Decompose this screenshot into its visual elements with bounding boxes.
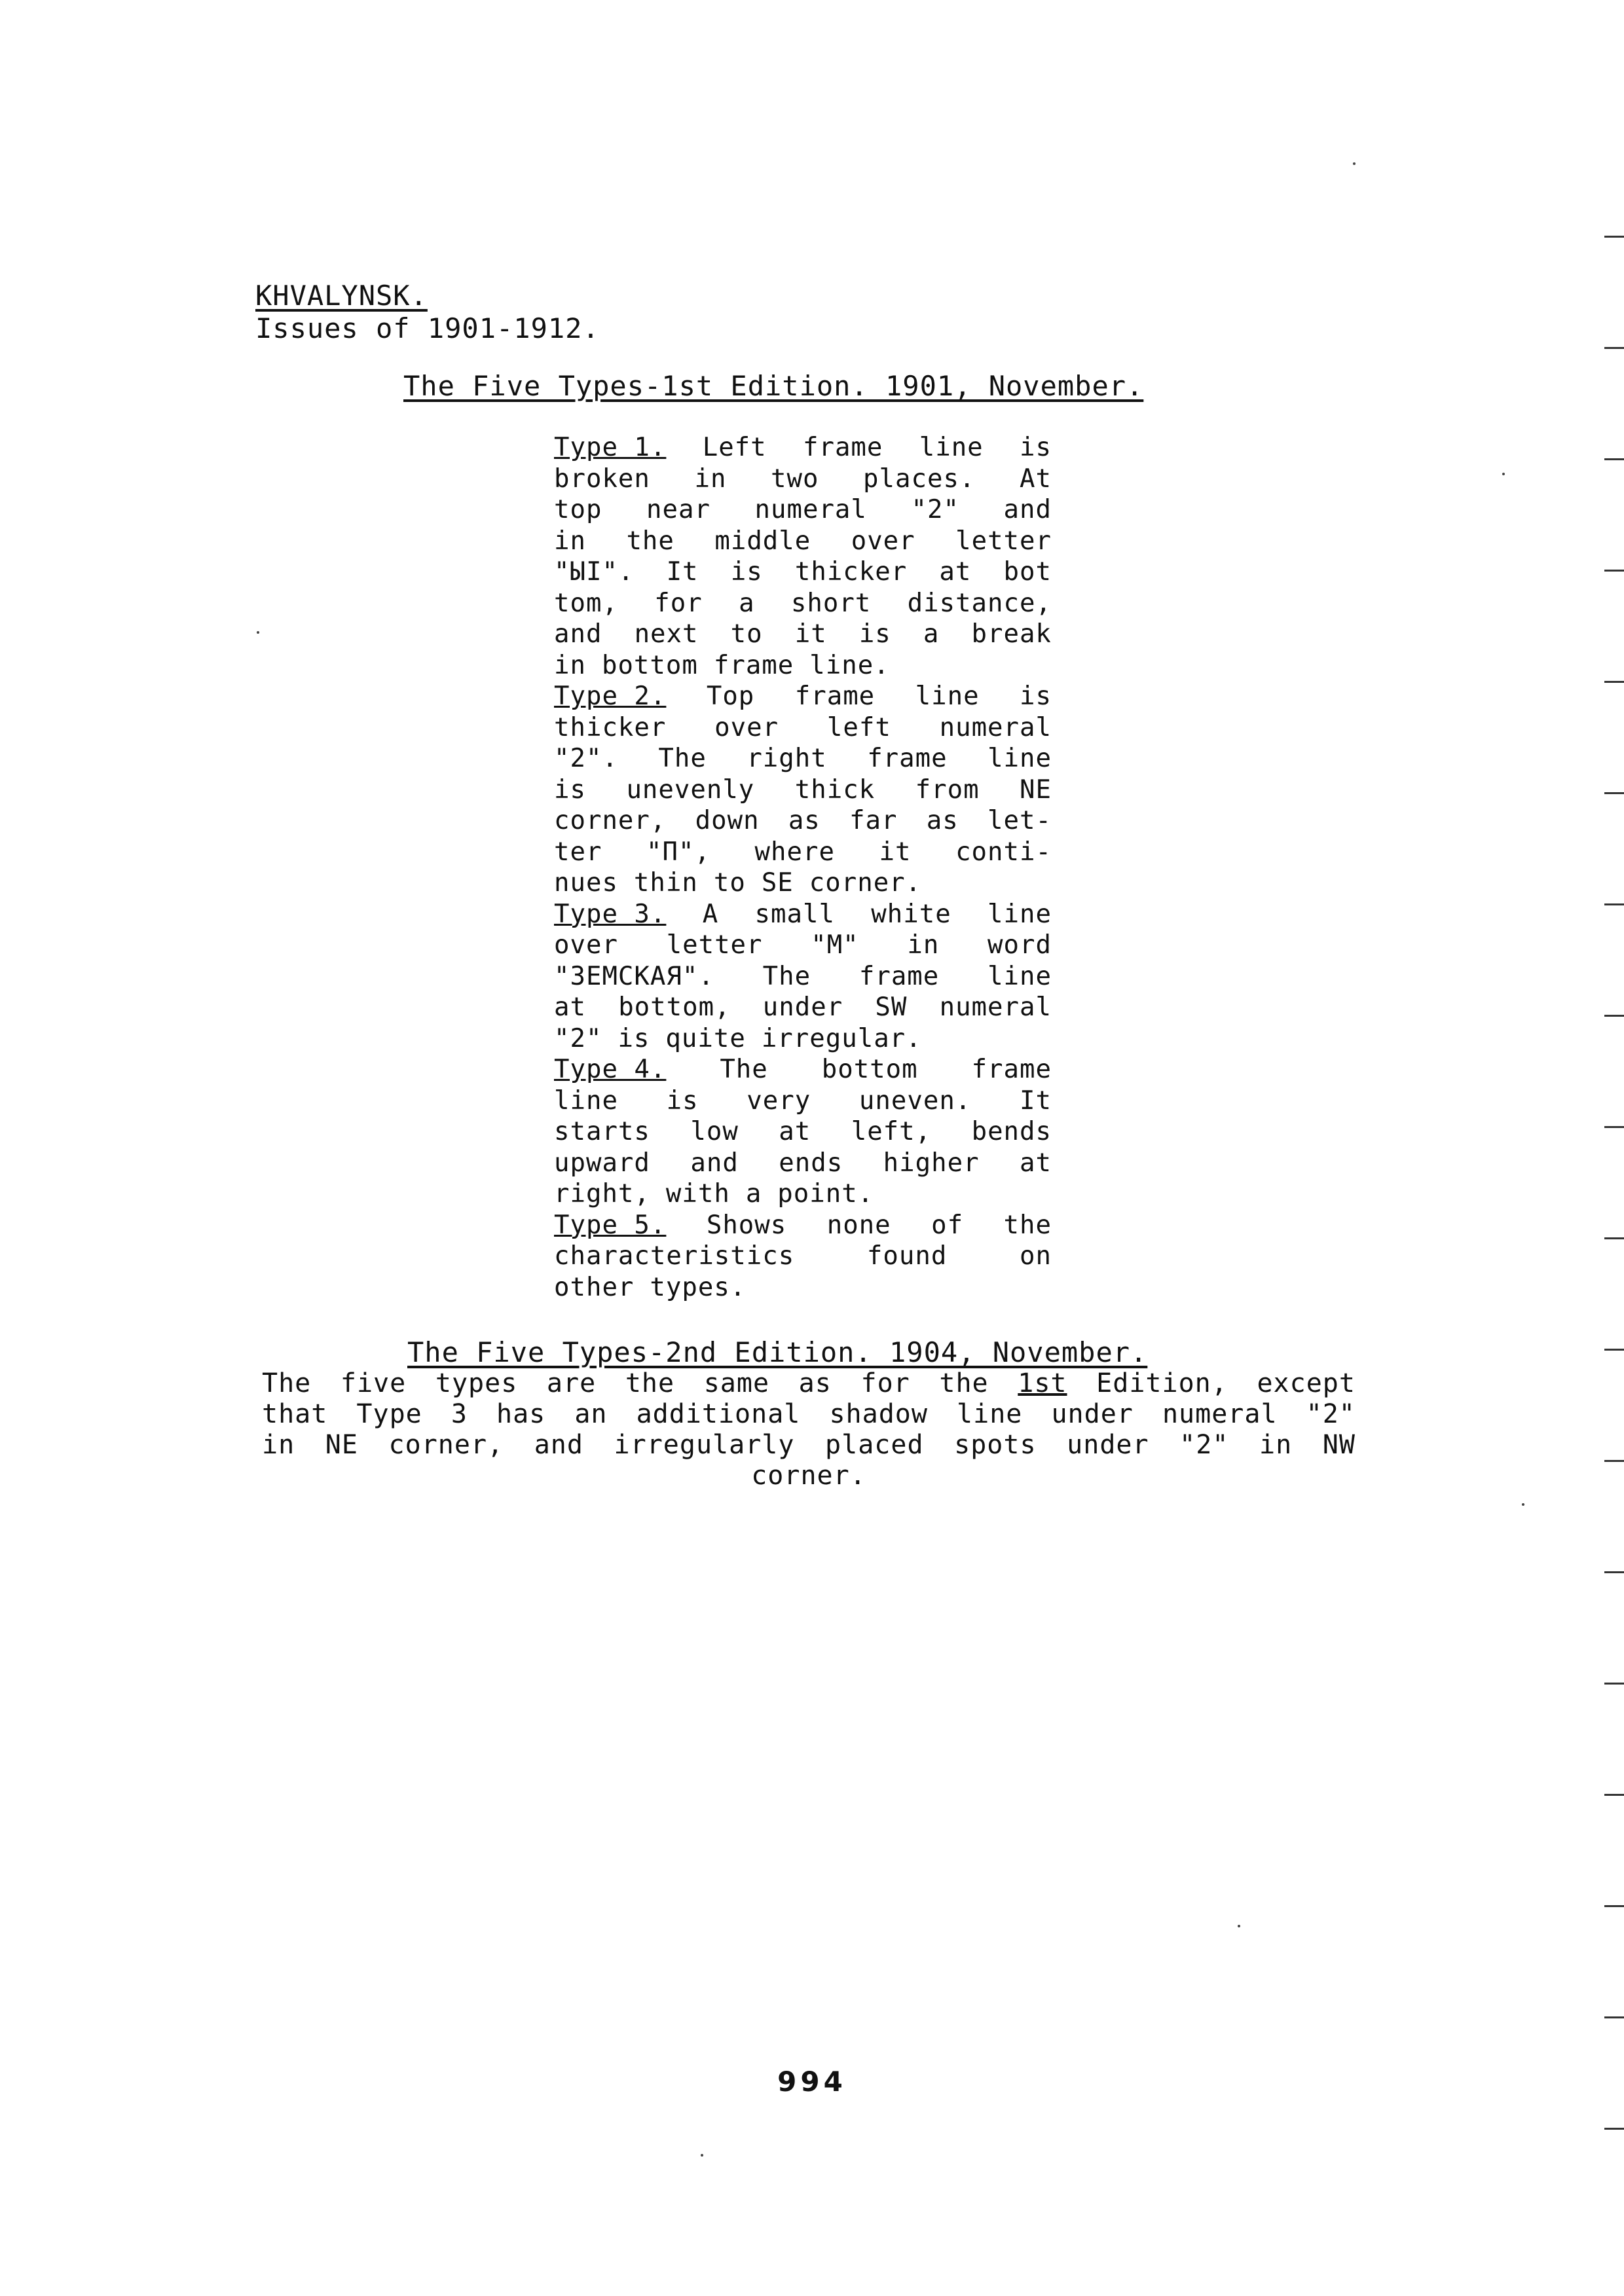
section1-word: left xyxy=(826,712,891,742)
section1-word: Type 5. xyxy=(554,1210,667,1240)
section2-word: irregularly xyxy=(614,1430,795,1460)
scan-tick xyxy=(1604,2016,1624,2018)
section2-word: has xyxy=(496,1399,546,1429)
section1-word: Shows xyxy=(706,1210,787,1240)
document-title: KHVALYNSK. xyxy=(255,280,428,312)
section1-word: It xyxy=(1020,1085,1052,1116)
section2-word: NE xyxy=(325,1430,358,1460)
section1-word: "ЫI". xyxy=(554,557,635,587)
scan-tick xyxy=(1604,570,1624,572)
section2-word: as xyxy=(798,1368,832,1398)
section1-word: left, xyxy=(851,1117,932,1146)
section1-word: two xyxy=(771,464,819,494)
section1-word: SW xyxy=(875,993,908,1022)
section1-word: break xyxy=(971,619,1052,649)
section2-word: five xyxy=(340,1368,407,1398)
section1-line xyxy=(554,899,1052,930)
section2-line xyxy=(262,1461,1356,1491)
section1-word: at xyxy=(554,993,586,1022)
scan-speck xyxy=(257,631,259,634)
section1-line xyxy=(554,464,1052,495)
section1-word: tom, xyxy=(554,588,618,618)
section1-line xyxy=(554,774,1052,806)
section2-word: corner, xyxy=(388,1430,504,1460)
section1-line xyxy=(554,1054,1052,1085)
section1-word: frame xyxy=(971,1055,1052,1084)
section1-word: as xyxy=(926,806,959,835)
section1-word: bottom xyxy=(821,1055,918,1084)
section1-word: with xyxy=(665,1179,730,1209)
section1-word: thick xyxy=(794,774,876,805)
section1-word: near xyxy=(646,495,710,524)
section1-word: for xyxy=(654,588,703,618)
section1-line xyxy=(554,1178,1052,1210)
section2-word: shadow xyxy=(829,1399,928,1429)
section1-word: and xyxy=(690,1148,739,1178)
section2-word: in xyxy=(262,1430,295,1460)
scan-tick xyxy=(1604,1460,1624,1462)
section2-word: the xyxy=(625,1368,675,1398)
section1-word: line xyxy=(554,1085,618,1116)
section1-word: line xyxy=(987,744,1052,773)
section1-word: of xyxy=(931,1210,964,1240)
section1-line xyxy=(554,1272,1052,1303)
scan-tick xyxy=(1604,681,1624,683)
section1-word: low xyxy=(690,1117,739,1146)
scan-speck xyxy=(1522,1503,1524,1506)
section1-word: Type 3. xyxy=(554,899,667,929)
scan-tick xyxy=(1604,1349,1624,1351)
section1-word: and xyxy=(554,619,602,649)
section1-line xyxy=(554,588,1052,619)
section1-word: word xyxy=(987,930,1052,960)
section1-word: small xyxy=(754,899,835,929)
scan-tick xyxy=(1604,2128,1624,2130)
section1-word: numeral xyxy=(939,712,1052,742)
section1-word: bends xyxy=(971,1117,1052,1146)
section2-word: in xyxy=(1259,1430,1293,1460)
section1-word: "M" xyxy=(811,930,859,960)
section1-word: is xyxy=(1020,433,1052,462)
section1-word: distance, xyxy=(907,588,1052,618)
section1-word: corner, xyxy=(554,806,667,835)
scan-tick xyxy=(1604,1683,1624,1685)
scan-tick xyxy=(1604,1015,1624,1017)
section2-word: corner. xyxy=(751,1461,866,1491)
section1-word: down xyxy=(695,806,760,835)
section1-word: line. xyxy=(809,650,890,680)
scan-tick xyxy=(1604,1905,1624,1907)
section1-word: upward xyxy=(554,1148,650,1178)
section1-line xyxy=(554,1148,1052,1179)
section2-word: Edition, xyxy=(1096,1368,1228,1398)
section1-word: point. xyxy=(777,1179,874,1209)
section1-word: characteristics xyxy=(554,1241,795,1271)
section1-word: Type 2. xyxy=(554,682,667,711)
section1-word: the xyxy=(1003,1210,1052,1240)
section1-word: none xyxy=(826,1210,891,1240)
section1-line xyxy=(554,494,1052,526)
section1-word: at xyxy=(939,557,972,587)
section1-word: line xyxy=(915,682,980,711)
section2-word: NW xyxy=(1322,1430,1356,1460)
section1-word: frame xyxy=(858,961,940,991)
section1-heading: The Five Types-1st Edition. 1901, November. xyxy=(403,370,1144,402)
section1-line xyxy=(554,805,1052,837)
section1-line xyxy=(554,1116,1052,1148)
section2-word: 3 xyxy=(451,1399,468,1429)
section1-word: broken xyxy=(554,464,650,494)
section1-word: is xyxy=(730,557,763,587)
section1-word: uneven. xyxy=(858,1085,972,1116)
section2-word: "2" xyxy=(1179,1430,1229,1460)
section2-line xyxy=(262,1368,1356,1399)
section1-word: It xyxy=(666,557,699,587)
section1-word: A xyxy=(702,899,719,929)
section1-word: places. xyxy=(863,464,976,494)
section2-word: placed xyxy=(825,1430,924,1460)
section1-word: Type 1. xyxy=(554,433,667,462)
section1-word: very xyxy=(747,1085,811,1116)
section2-body xyxy=(262,1368,1356,1491)
section1-word: line xyxy=(919,433,984,462)
scan-speck xyxy=(1502,473,1505,475)
section1-word: At xyxy=(1020,464,1052,494)
section1-word: quite xyxy=(665,1023,746,1053)
scan-tick xyxy=(1604,792,1624,794)
section2-word: and xyxy=(534,1430,583,1460)
section1-word: line xyxy=(987,899,1052,929)
section1-word: frame xyxy=(713,650,794,680)
section1-line xyxy=(554,650,1052,682)
section1-word: right, xyxy=(554,1179,650,1209)
section1-word: top xyxy=(554,495,602,524)
section1-word: in xyxy=(907,930,940,960)
section1-word: middle xyxy=(714,526,811,556)
section1-word: "2". xyxy=(554,744,618,773)
section1-word: as xyxy=(788,806,821,835)
section1-word: over xyxy=(714,712,779,742)
section1-word: it xyxy=(879,837,912,867)
section1-word: where xyxy=(754,837,835,867)
section2-word: numeral xyxy=(1162,1399,1278,1429)
section1-word: NE xyxy=(1020,774,1052,805)
section1-word: is xyxy=(618,1023,650,1053)
section2-line xyxy=(262,1399,1356,1430)
section2-word: under xyxy=(1051,1399,1134,1429)
section1-word: and xyxy=(1003,495,1052,524)
section2-word: the xyxy=(939,1368,989,1398)
section1-word: to xyxy=(713,868,746,898)
scan-tick xyxy=(1604,1571,1624,1573)
section2-word: same xyxy=(703,1368,770,1398)
section1-word: from xyxy=(915,774,980,805)
section1-word: frame xyxy=(794,682,876,711)
scan-speck xyxy=(1238,1925,1240,1927)
section1-line xyxy=(554,867,1052,899)
document-subtitle: Issues of 1901-1912. xyxy=(255,312,600,344)
section1-line xyxy=(554,961,1052,993)
section1-word: next xyxy=(634,619,699,649)
section1-word: at xyxy=(1020,1148,1052,1178)
section1-word: bottom, xyxy=(618,993,731,1022)
scan-tick xyxy=(1604,1237,1624,1239)
section1-word: "ЗЕМСКАЯ". xyxy=(554,961,714,991)
scan-tick xyxy=(1604,1126,1624,1128)
section1-word: other xyxy=(554,1272,635,1302)
section1-word: white xyxy=(871,899,951,929)
section1-line xyxy=(554,1241,1052,1272)
section1-word: a xyxy=(923,619,940,649)
section1-word: SE xyxy=(761,868,794,898)
section1-word: it xyxy=(794,619,827,649)
scan-tick xyxy=(1604,347,1624,349)
section2-word: The xyxy=(262,1368,312,1398)
section1-word: thicker xyxy=(794,557,908,587)
section1-word: frame xyxy=(802,433,883,462)
section1-word: to xyxy=(730,619,763,649)
section1-word: far xyxy=(849,806,898,835)
section1-word: conti- xyxy=(955,837,1052,867)
section2-word: that xyxy=(262,1399,328,1429)
scan-tick xyxy=(1604,458,1624,460)
section1-word: is xyxy=(666,1085,699,1116)
section1-word: corner. xyxy=(809,868,922,898)
section1-line xyxy=(554,556,1052,588)
section1-word: ter xyxy=(554,837,602,867)
section1-word: a xyxy=(745,1179,762,1209)
section1-word: letter xyxy=(666,930,763,960)
section2-word: "2" xyxy=(1306,1399,1356,1429)
section1-word: under xyxy=(762,993,843,1022)
section1-word: line xyxy=(987,961,1052,991)
section1-word: unevenly xyxy=(626,774,755,805)
scan-tick xyxy=(1604,236,1624,238)
section1-word: in xyxy=(694,464,727,494)
section1-word: types. xyxy=(650,1272,747,1302)
section2-word: line xyxy=(957,1399,1023,1429)
section1-word: The xyxy=(720,1055,768,1084)
section1-word: bottom xyxy=(601,650,698,680)
scan-speck xyxy=(701,2154,703,2157)
section1-word: in xyxy=(554,526,586,556)
section1-word: is xyxy=(1020,682,1052,711)
section1-line xyxy=(554,1085,1052,1117)
section2-word: under xyxy=(1067,1430,1149,1460)
section1-word: The xyxy=(762,961,811,991)
section1-line xyxy=(554,432,1052,464)
section1-line xyxy=(554,930,1052,961)
section1-word: Left xyxy=(702,433,767,462)
section1-word: right xyxy=(747,744,827,773)
section2-word: Type xyxy=(356,1399,422,1429)
section1-word: a xyxy=(739,588,755,618)
section1-word: found xyxy=(866,1241,948,1271)
section1-word: thicker xyxy=(554,712,667,742)
scan-speck xyxy=(1353,162,1356,165)
section1-word: nues xyxy=(554,868,618,898)
section2-word: except xyxy=(1257,1368,1356,1398)
section1-line xyxy=(554,619,1052,650)
section1-word: "П", xyxy=(646,837,710,867)
scan-tick xyxy=(1604,903,1624,905)
section1-body xyxy=(554,432,1052,1303)
section2-word: spots xyxy=(954,1430,1037,1460)
section2-word: 1st xyxy=(1018,1368,1067,1398)
section1-word: over xyxy=(554,930,618,960)
section1-line xyxy=(554,526,1052,557)
section1-word: Top xyxy=(706,682,755,711)
section1-line xyxy=(554,681,1052,712)
section1-word: numeral xyxy=(939,993,1052,1022)
section1-word: starts xyxy=(554,1117,650,1146)
page-number: 994 xyxy=(777,2066,847,2098)
section1-word: on xyxy=(1020,1241,1052,1271)
section2-line xyxy=(262,1430,1356,1461)
section2-word: types xyxy=(435,1368,518,1398)
section1-word: frame xyxy=(867,744,948,773)
section1-word: "2" xyxy=(911,495,959,524)
section1-word: is xyxy=(554,774,586,805)
section1-line xyxy=(554,837,1052,868)
section1-word: short xyxy=(790,588,872,618)
section1-word: numeral xyxy=(754,495,867,524)
scan-tick xyxy=(1604,1794,1624,1796)
section2-word: for xyxy=(860,1368,910,1398)
section1-word: the xyxy=(626,526,674,556)
section1-word: in xyxy=(554,650,586,680)
section2-word: an xyxy=(574,1399,608,1429)
section2-heading: The Five Types-2nd Edition. 1904, November. xyxy=(407,1336,1148,1368)
section1-word: "2" xyxy=(554,1023,602,1053)
section1-word: letter xyxy=(955,526,1052,556)
section1-word: ends xyxy=(779,1148,843,1178)
section1-line xyxy=(554,992,1052,1023)
section1-line xyxy=(554,743,1052,774)
section1-word: irregular. xyxy=(761,1023,922,1053)
section1-word: over xyxy=(851,526,915,556)
section1-word: The xyxy=(658,744,707,773)
section1-word: higher xyxy=(883,1148,980,1178)
section1-word: bot xyxy=(1003,557,1052,587)
section1-line xyxy=(554,1210,1052,1241)
section1-word: thin xyxy=(633,868,698,898)
section1-word: at xyxy=(779,1117,811,1146)
section1-line xyxy=(554,712,1052,744)
section1-line xyxy=(554,1023,1052,1055)
section1-word: is xyxy=(858,619,891,649)
section2-word: are xyxy=(546,1368,597,1398)
section2-word: additional xyxy=(636,1399,801,1429)
section1-word: let- xyxy=(987,806,1052,835)
section1-word: Type 4. xyxy=(554,1055,667,1084)
